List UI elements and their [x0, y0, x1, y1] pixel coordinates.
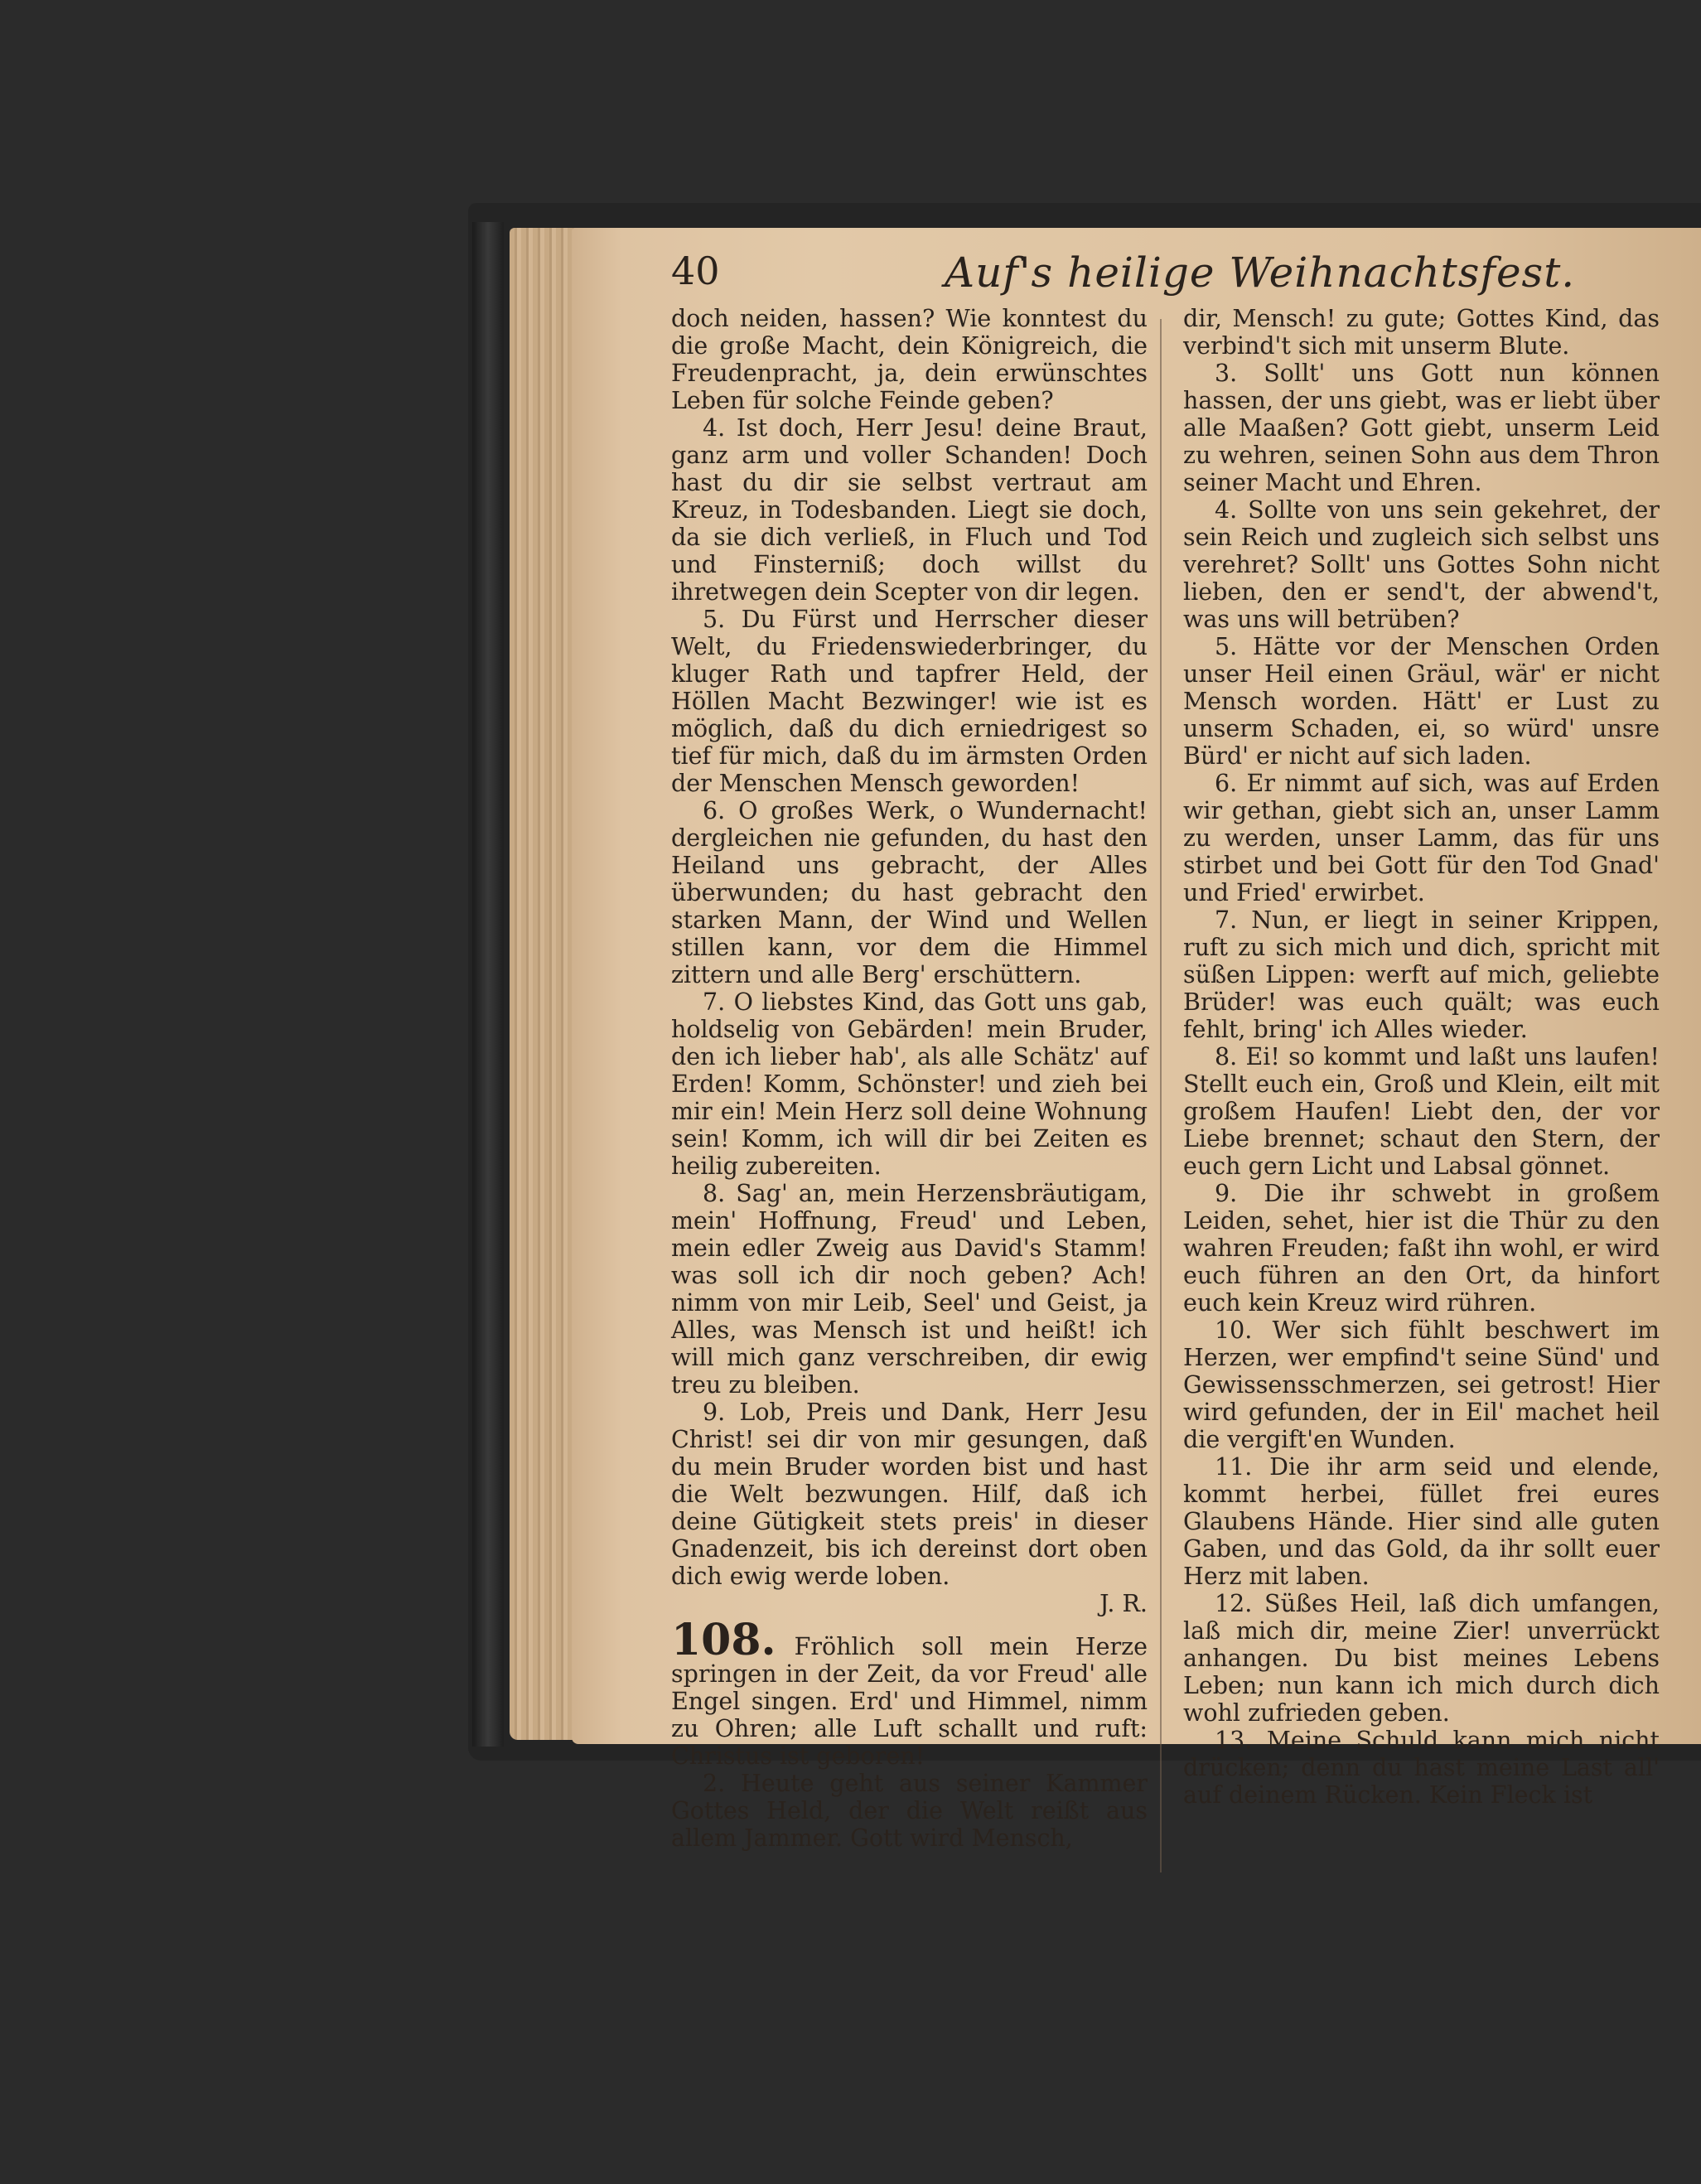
paragraph: 5. Hätte vor der Menschen Orden unser Heil einen Gräul, wär' er nicht Mensch worden. Hätt' er Lust zu unserm Schaden, ei, so würd' unsre Bürd' er nicht auf sich laden.	[1183, 633, 1660, 770]
hymn-start	[671, 1615, 1148, 1770]
paragraph: 6. Er nimmt auf sich, was auf Erden wir gethan, giebt sich an, unser Lamm zu werden, unser Lamm, das für uns stirbet und bei Gott für den Tod Gnad' und Fried' erwirbet.	[1183, 770, 1660, 906]
left-column	[671, 305, 1148, 1852]
book-spine	[472, 222, 504, 1747]
paragraph: 13. Meine Schuld kann mich nicht drücken; denn du hast meine Last all' auf deinem Rücken. Kein Fleck ist	[1183, 1727, 1660, 1809]
paragraph: 3. Sollt' uns Gott nun können hassen, der uns giebt, was er liebt über alle Maaßen? Gott giebt, unserm Leid zu wehren, seinen Sohn aus dem Thron seiner Macht und Ehren.	[1183, 360, 1660, 496]
paragraph: 7. O liebstes Kind, das Gott uns gab, holdselig von Gebärden! mein Bruder, den ich lieber hab', als alle Schätz' auf Erden! Komm, Schönster! und zieh bei mir ein! Mein Herz soll deine Wohnung sein! Komm, ich will dir bei Zeiten es heilig zubereiten.	[671, 988, 1148, 1180]
paragraph: 12. Süßes Heil, laß dich umfangen, laß mich dir, meine Zier! unverrückt anhangen. Du bist meines Lebens Leben; nun kann ich mich durch dich wohl zufrieden geben.	[1183, 1590, 1660, 1727]
paragraph: 9. Lob, Preis und Dank, Herr Jesu Christ! sei dir von mir gesungen, daß du mein Bruder worden bist und hast die Welt bezwungen. Hilf, daß ich deine Gütigkeit stets preis' in dieser Gnadenzeit, bis ich dereinst dort oben dich ewig werde loben.	[671, 1399, 1148, 1590]
running-title: Auf's heilige Weihnachtsfest.	[945, 249, 1576, 297]
paragraph: doch neiden, hassen? Wie konntest du die große Macht, dein Königreich, die Freudenpracht, ja, dein erwünschtes Leben für solche Feinde geben?	[671, 305, 1148, 414]
paragraph: 9. Die ihr schwebt in großem Leiden, sehet, hier ist die Thür zu den wahren Freuden; faßt ihn wohl, er wird euch führen an den Ort, da hinfort euch kein Kreuz wird rühren.	[1183, 1180, 1660, 1317]
page-header	[671, 249, 1661, 307]
hymn-number: 108.	[671, 1615, 776, 1665]
paragraph: 7. Nun, er liegt in seiner Krippen, ruft zu sich mich und dich, spricht mit süßen Lippen: werft auf mich, geliebte Brüder! was euch quält; was euch fehlt, bring' ich Alles wieder.	[1183, 906, 1660, 1043]
paragraph: 8. Ei! so kommt und laßt uns laufen! Stellt euch ein, Groß und Klein, eilt mit großem Haufen! Liebt den, der vor Liebe brennet; schaut den Stern, der euch gern Licht und Labsal gönnet.	[1183, 1043, 1660, 1180]
right-column	[1183, 305, 1660, 1809]
paragraph: dir, Mensch! zu gute; Gottes Kind, das verbind't sich mit unserm Blute.	[1183, 305, 1660, 360]
paragraph: 4. Ist doch, Herr Jesu! deine Braut, ganz arm und voller Schanden! Doch hast du dir sie selbst vertraut am Kreuz, in Todesbanden. Liegt sie doch, da sie dich verließ, in Fluch und Tod und Finsterniß; doch willst du ihretwegen dein Scepter von dir legen.	[671, 414, 1148, 606]
signature: J. R.	[1099, 1590, 1148, 1617]
signature-line	[671, 1590, 1148, 1617]
page-number: 40	[671, 249, 720, 293]
paragraph: 8. Sag' an, mein Herzensbräutigam, mein' Hoffnung, Freud' und Leben, mein edler Zweig aus David's Stamm! was soll ich dir noch geben? Ach! nimm von mir Leib, Seel' und Geist, ja Alles, was Mensch ist und heißt! ich will mich ganz verschreiben, dir ewig treu zu bleiben.	[671, 1180, 1148, 1399]
hymn-text: Fröhlich soll mein Herze springen in der Zeit, da vor Freud' alle Engel singen. Erd' und Himmel, nimm zu Ohren; alle Luft schallt und ruft: Christus ist geboren!	[671, 1633, 1148, 1770]
paragraph: 2. Heute geht aus seiner Kammer Gottes Held, der die Welt reißt aus allem Jammer. Gott wird Mensch,	[671, 1770, 1148, 1852]
column-divider	[1160, 319, 1162, 1872]
paragraph: 6. O großes Werk, o Wundernacht! dergleichen nie gefunden, du hast den Heiland uns gebracht, der Alles überwunden; du hast gebracht den starken Mann, der Wind und Wellen stillen kann, vor dem die Himmel zittern und alle Berg' erschüttern.	[671, 797, 1148, 988]
paragraph: 4. Sollte von uns sein gekehret, der sein Reich und zugleich sich selbst uns verehret? Sollt' uns Gottes Sohn nicht lieben, den er send't, der abwend't, was uns will betrüben?	[1183, 496, 1660, 633]
paragraph: 11. Die ihr arm seid und elende, kommt herbei, füllet frei eures Glaubens Hände. Hier sind alle guten Gaben, und das Gold, da ihr sollt euer Herz mit laben.	[1183, 1453, 1660, 1590]
paragraph: 10. Wer sich fühlt beschwert im Herzen, wer empfind't seine Sünd' und Gewissensschmerzen, sei getrost! Hier wird gefunden, der in Eil' machet heil die vergift'en Wunden.	[1183, 1317, 1660, 1453]
paragraph: 5. Du Fürst und Herrscher dieser Welt, du Friedenswiederbringer, du kluger Rath und tapfrer Held, der Höllen Macht Bezwinger! wie ist es möglich, daß du dich erniedrigest so tief für mich, daß du im ärmsten Orden der Menschen Mensch geworden!	[671, 606, 1148, 797]
